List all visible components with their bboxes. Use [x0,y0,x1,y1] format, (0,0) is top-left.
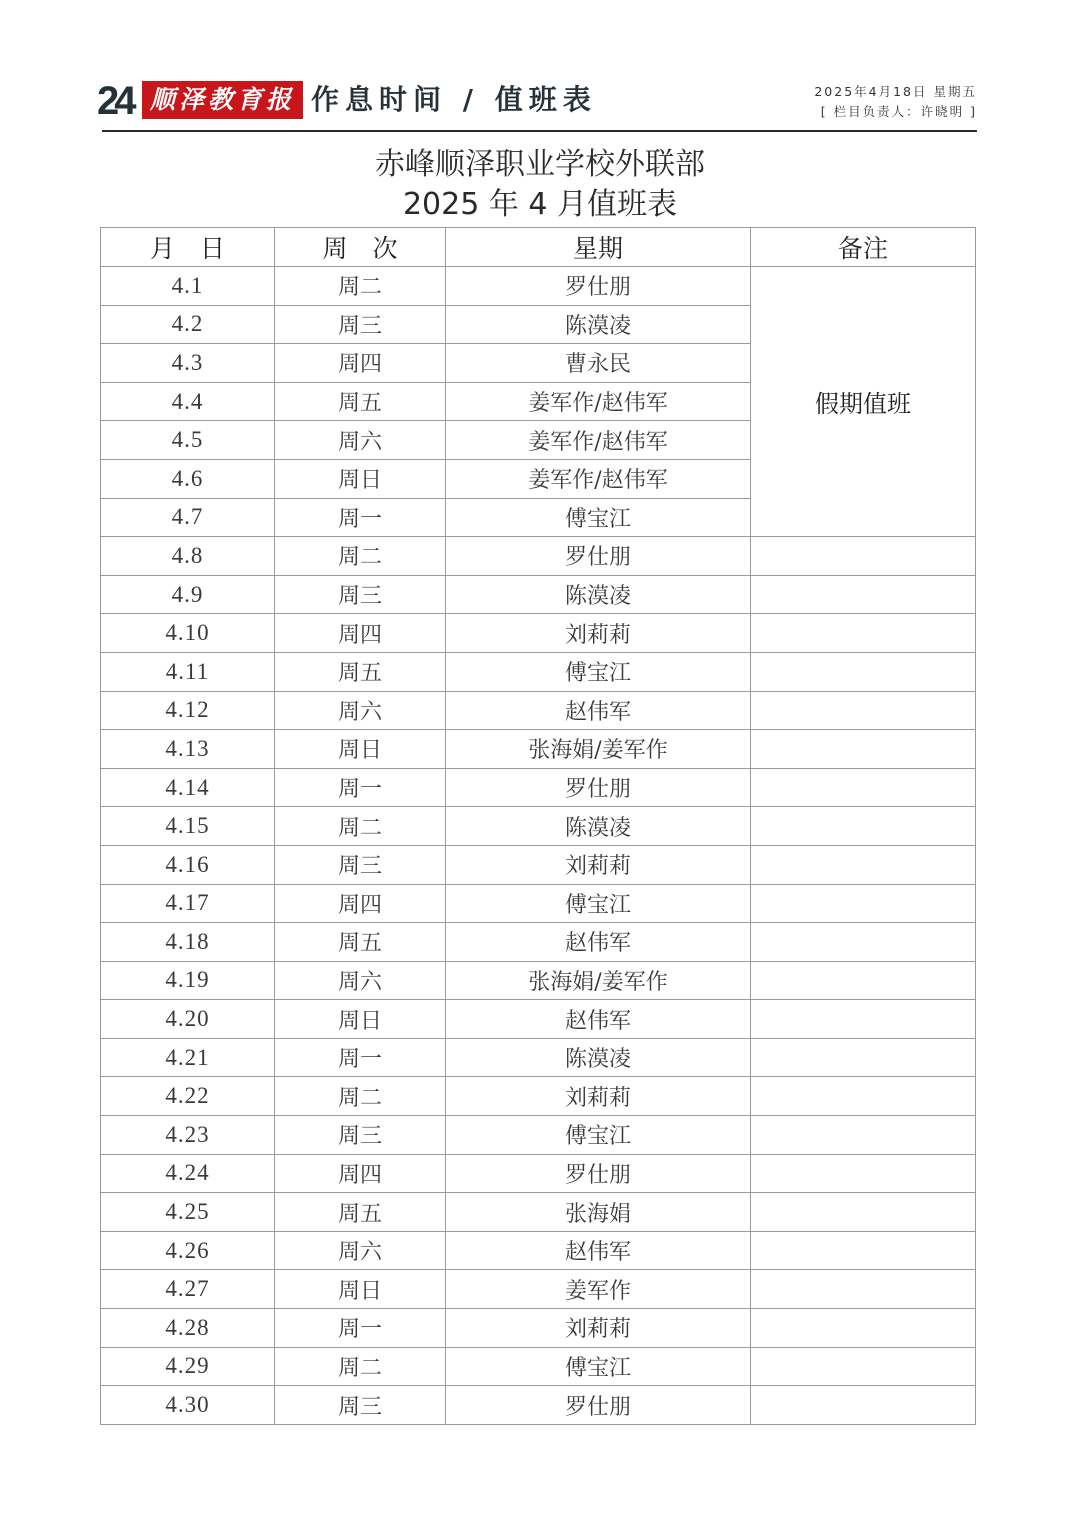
cell-date: 4.10 [101,614,275,653]
cell-note-holiday-duty: 假期值班 [751,267,976,537]
cell-date: 4.2 [101,305,275,344]
cell-staff: 赵伟军 [446,923,751,962]
cell-weekday: 周四 [275,1154,446,1193]
cell-date: 4.23 [101,1116,275,1155]
cell-weekday: 周五 [275,382,446,421]
cell-note [751,1154,976,1193]
cell-date: 4.20 [101,1000,275,1039]
table-row [101,730,976,769]
cell-staff: 张海娟/姜军作 [446,961,751,1000]
cell-weekday: 周六 [275,421,446,460]
cell-staff: 罗仕朋 [446,1154,751,1193]
cell-weekday: 周日 [275,1270,446,1309]
cell-staff: 赵伟军 [446,691,751,730]
cell-note [751,1309,976,1348]
cell-note [751,1386,976,1425]
table-row [101,691,976,730]
cell-weekday: 周五 [275,1193,446,1232]
cell-staff: 姜军作/赵伟军 [446,382,751,421]
cell-weekday: 周五 [275,923,446,962]
cell-staff: 罗仕朋 [446,537,751,576]
cell-note [751,1000,976,1039]
cell-note [751,691,976,730]
cell-weekday: 周一 [275,768,446,807]
cell-note [751,1193,976,1232]
cell-weekday: 周二 [275,537,446,576]
document-subtitle: 2025 年 4 月值班表 [402,187,678,222]
cell-staff: 傅宝江 [446,1347,751,1386]
cell-staff: 曹永民 [446,344,751,383]
cell-date: 4.28 [101,1309,275,1348]
cell-staff: 陈漠凌 [446,807,751,846]
cell-date: 4.12 [101,691,275,730]
cell-weekday: 周二 [275,1347,446,1386]
duty-schedule-table [100,227,976,1425]
cell-staff: 傅宝江 [446,1116,751,1155]
table-row [101,884,976,923]
header-date: 月 日 [101,228,275,267]
cell-note [751,1038,976,1077]
cell-weekday: 周四 [275,884,446,923]
cell-note [751,768,976,807]
table-row [101,267,976,306]
cell-staff: 张海娟 [446,1193,751,1232]
cell-weekday: 周日 [275,1000,446,1039]
cell-weekday: 周六 [275,691,446,730]
cell-note [751,730,976,769]
cell-note [751,614,976,653]
cell-note [751,961,976,1000]
table-row [101,923,976,962]
cell-date: 4.1 [101,267,275,306]
cell-date: 4.17 [101,884,275,923]
newspaper-logo: 顺泽教育报 [142,81,303,119]
cell-note [751,807,976,846]
cell-date: 4.6 [101,459,275,498]
cell-note [751,652,976,691]
table-row [101,807,976,846]
cell-staff: 罗仕朋 [446,267,751,306]
cell-date: 4.16 [101,845,275,884]
cell-date: 4.22 [101,1077,275,1116]
table-header-row [101,228,976,267]
table-row [101,1193,976,1232]
cell-staff: 傅宝江 [446,884,751,923]
cell-note [751,537,976,576]
table-row [101,1077,976,1116]
cell-weekday: 周一 [275,498,446,537]
cell-date: 4.21 [101,1038,275,1077]
cell-note [751,845,976,884]
cell-weekday: 周日 [275,730,446,769]
cell-note [751,1116,976,1155]
cell-date: 4.15 [101,807,275,846]
cell-staff: 陈漠凌 [446,1038,751,1077]
section-title: 作息时间 / 值班表 [311,83,597,116]
header-divider [102,130,977,132]
cell-note [751,884,976,923]
cell-weekday: 周日 [275,459,446,498]
cell-weekday: 周六 [275,961,446,1000]
cell-staff: 刘莉莉 [446,845,751,884]
cell-note [751,1077,976,1116]
cell-staff: 罗仕朋 [446,768,751,807]
cell-staff: 赵伟军 [446,1000,751,1039]
cell-date: 4.24 [101,1154,275,1193]
cell-note [751,1347,976,1386]
table-row [101,1347,976,1386]
masthead [97,78,977,124]
table-row [101,961,976,1000]
table-body [101,267,976,1425]
table-row [101,1231,976,1270]
cell-date: 4.11 [101,652,275,691]
cell-date: 4.5 [101,421,275,460]
table-row [101,1116,976,1155]
cell-date: 4.13 [101,730,275,769]
cell-weekday: 周六 [275,1231,446,1270]
page-number: 24 [97,79,132,123]
issue-date: 2025年4月18日 星期五 [814,84,977,99]
cell-note [751,575,976,614]
table-row [101,1270,976,1309]
table-row [101,1309,976,1348]
header-week: 周 次 [275,228,446,267]
cell-date: 4.19 [101,961,275,1000]
table-row [101,1038,976,1077]
cell-date: 4.18 [101,923,275,962]
table-row [101,652,976,691]
cell-staff: 姜军作 [446,1270,751,1309]
cell-staff: 刘莉莉 [446,1309,751,1348]
cell-date: 4.26 [101,1231,275,1270]
cell-weekday: 周三 [275,1386,446,1425]
cell-staff: 姜军作/赵伟军 [446,421,751,460]
table-row [101,845,976,884]
cell-staff: 陈漠凌 [446,305,751,344]
cell-weekday: 周二 [275,1077,446,1116]
cell-date: 4.3 [101,344,275,383]
table-row [101,575,976,614]
cell-weekday: 周三 [275,305,446,344]
cell-staff: 罗仕朋 [446,1386,751,1425]
cell-staff: 陈漠凌 [446,575,751,614]
cell-date: 4.7 [101,498,275,537]
cell-date: 4.4 [101,382,275,421]
cell-weekday: 周四 [275,344,446,383]
cell-weekday: 周三 [275,575,446,614]
cell-date: 4.29 [101,1347,275,1386]
cell-staff: 张海娟/姜军作 [446,730,751,769]
cell-weekday: 周五 [275,652,446,691]
cell-date: 4.14 [101,768,275,807]
cell-date: 4.9 [101,575,275,614]
cell-note [751,923,976,962]
cell-weekday: 周三 [275,845,446,884]
cell-note [751,1270,976,1309]
cell-weekday: 周一 [275,1038,446,1077]
column-editor: [ 栏目负责人：许晓明 ] [820,104,977,119]
cell-staff: 傅宝江 [446,652,751,691]
cell-weekday: 周一 [275,1309,446,1348]
cell-weekday: 周二 [275,807,446,846]
cell-staff: 傅宝江 [446,498,751,537]
cell-staff: 刘莉莉 [446,1077,751,1116]
header-staff: 星期 [446,228,751,267]
table-row [101,1386,976,1425]
cell-note [751,1231,976,1270]
table-row [101,1000,976,1039]
header-note: 备注 [751,228,976,267]
document-title: 赤峰顺泽职业学校外联部 [375,147,705,182]
cell-staff: 赵伟军 [446,1231,751,1270]
table-row [101,537,976,576]
cell-date: 4.25 [101,1193,275,1232]
table-row [101,614,976,653]
cell-weekday: 周三 [275,1116,446,1155]
cell-weekday: 周二 [275,267,446,306]
cell-weekday: 周四 [275,614,446,653]
cell-date: 4.30 [101,1386,275,1425]
table-row [101,1154,976,1193]
cell-staff: 刘莉莉 [446,614,751,653]
cell-staff: 姜军作/赵伟军 [446,459,751,498]
issue-meta [814,82,977,122]
cell-date: 4.8 [101,537,275,576]
cell-date: 4.27 [101,1270,275,1309]
table-row [101,768,976,807]
